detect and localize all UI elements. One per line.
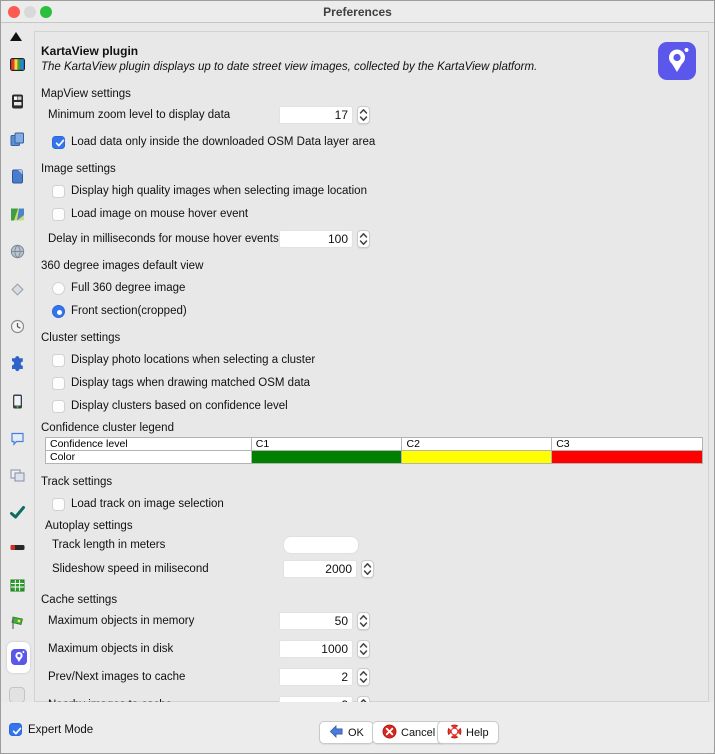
window-title: Preferences: [323, 5, 392, 19]
partial-hidden-icon[interactable]: [9, 687, 25, 703]
map-markers-icon[interactable]: [9, 614, 26, 631]
cancel-icon: [382, 724, 397, 742]
footer-bar: [1, 702, 714, 753]
load-track-row: [52, 497, 708, 511]
page-title: KartaView plugin: [41, 44, 139, 58]
expert-mode-checkbox[interactable]: [9, 723, 22, 736]
hover-delay-stepper[interactable]: [357, 230, 370, 248]
front-section-row: [52, 304, 708, 318]
mouse-hover-row: [52, 207, 708, 221]
expert-mode-label: Expert Mode: [28, 723, 94, 736]
image-settings-heading: Image settings: [41, 163, 116, 175]
high-quality-row: [52, 184, 708, 198]
min-zoom-row: [48, 106, 708, 126]
hover-delay-input[interactable]: [279, 230, 353, 248]
title-bar: [1, 1, 714, 23]
disk-label: Maximum objects in disk: [48, 643, 174, 655]
preferences-tab-sidebar: [1, 23, 34, 702]
osm-data-icon[interactable]: [9, 168, 26, 185]
disk-input[interactable]: [279, 640, 353, 658]
cluster-settings-heading: Cluster settings: [41, 332, 121, 344]
load-inside-label: Load data only inside the downloaded OSM Data layer area: [71, 136, 376, 148]
full-360-label: Full 360 degree image: [71, 282, 186, 294]
toolbar-settings-icon[interactable]: [9, 93, 26, 110]
legend-header-row: [46, 438, 703, 451]
cache-settings-heading: Cache settings: [41, 594, 118, 606]
mapview-settings-heading: MapView settings: [41, 88, 131, 100]
prevnext-input[interactable]: [279, 668, 353, 686]
help-button[interactable]: [437, 721, 499, 744]
photo-locations-checkbox[interactable]: [52, 354, 65, 367]
messages-icon[interactable]: [9, 430, 26, 447]
slideshow-speed-stepper[interactable]: [361, 560, 374, 578]
shortcuts-icon[interactable]: [9, 539, 26, 556]
slideshow-speed-input[interactable]: [283, 560, 357, 578]
display-settings-icon[interactable]: [9, 56, 26, 73]
legend-color-label: Color: [46, 451, 252, 464]
load-inside-checkbox[interactable]: [52, 136, 65, 149]
ok-icon: [329, 724, 344, 742]
mouse-hover-checkbox[interactable]: [52, 208, 65, 221]
plugins-icon[interactable]: [9, 355, 26, 372]
expert-mode-row: [9, 723, 93, 736]
display-tags-checkbox[interactable]: [52, 377, 65, 390]
full-360-row: [52, 281, 708, 295]
slideshow-speed-label: Slideshow speed in milisecond: [52, 563, 209, 575]
prevnext-stepper[interactable]: [357, 668, 370, 686]
min-zoom-stepper[interactable]: [357, 106, 370, 124]
front-section-label: Front section(cropped): [71, 305, 187, 317]
settings-pane: [34, 31, 709, 702]
validator-icon[interactable]: [9, 504, 26, 521]
window-layout-icon[interactable]: [9, 467, 26, 484]
legend-color-row: [46, 451, 703, 464]
autoplay-settings-heading: Autoplay settings: [45, 520, 133, 532]
help-icon: [447, 724, 462, 742]
legend-header-confidence: Confidence level: [46, 438, 252, 451]
legend-c3-swatch: [552, 451, 703, 464]
hover-delay-label: Delay in milliseconds for mouse hover events: [48, 233, 279, 245]
remote-control-icon[interactable]: [9, 318, 26, 335]
slideshow-speed-row: [52, 560, 708, 580]
cancel-button[interactable]: [372, 721, 445, 744]
hover-delay-row: [48, 230, 708, 250]
confidence-clusters-row: [52, 399, 708, 413]
track-length-label: Track length in meters: [52, 539, 166, 551]
memory-row: [48, 612, 708, 636]
view-360-heading: 360 degree images default view: [41, 260, 204, 272]
disk-stepper[interactable]: [357, 640, 370, 658]
kartaview-logo-icon: [658, 42, 696, 80]
legend-header-c3: C3: [552, 438, 703, 451]
cancel-button-label: Cancel: [401, 726, 436, 739]
ok-button[interactable]: [319, 721, 374, 744]
imagery-settings-icon[interactable]: [9, 393, 26, 410]
confidence-clusters-checkbox[interactable]: [52, 400, 65, 413]
min-zoom-label: Minimum zoom level to display data: [48, 109, 231, 121]
memory-label: Maximum objects in memory: [48, 615, 195, 627]
legend-heading: Confidence cluster legend: [41, 422, 174, 434]
disk-row: [48, 640, 708, 664]
load-inside-row: [52, 135, 708, 149]
legend-c1-swatch: [251, 451, 402, 464]
confidence-clusters-label: Display clusters based on confidence level: [71, 400, 288, 412]
scroll-up-icon[interactable]: [10, 32, 22, 41]
display-tags-label: Display tags when drawing matched OSM data: [71, 377, 311, 389]
drawing-settings-icon[interactable]: [9, 281, 26, 298]
load-track-checkbox[interactable]: [52, 498, 65, 511]
high-quality-checkbox[interactable]: [52, 185, 65, 198]
data-table-icon[interactable]: [9, 577, 26, 594]
track-length-input[interactable]: [283, 536, 359, 554]
map-projection-icon[interactable]: [9, 131, 26, 148]
legend-c2-swatch: [402, 451, 552, 464]
photo-locations-label: Display photo locations when selecting a cluster: [71, 354, 316, 366]
track-length-row: [52, 536, 708, 556]
ok-button-label: OK: [348, 726, 364, 739]
legend-header-c2: C2: [402, 438, 552, 451]
photo-locations-row: [52, 353, 708, 367]
full-360-radio[interactable]: [52, 282, 65, 295]
sidebar-item-kartaview-selected[interactable]: [7, 642, 30, 673]
kartaview-plugin-icon: [11, 649, 27, 665]
load-track-label: Load track on image selection: [71, 498, 224, 510]
connection-settings-icon[interactable]: [9, 243, 26, 260]
high-quality-label: Display high quality images when selecting image location: [71, 185, 367, 197]
help-button-label: Help: [466, 726, 489, 739]
confidence-legend-table: [45, 437, 703, 464]
legend-header-c1: C1: [251, 438, 402, 451]
display-tags-row: [52, 376, 708, 390]
front-section-radio[interactable]: [52, 305, 65, 318]
mouse-hover-label: Load image on mouse hover event: [71, 208, 249, 220]
track-settings-heading: Track settings: [41, 476, 113, 488]
min-zoom-input[interactable]: [279, 106, 353, 124]
memory-stepper[interactable]: [357, 612, 370, 630]
memory-input[interactable]: [279, 612, 353, 630]
page-description: The KartaView plugin displays up to date street view images, collected by the KartaView platform.: [41, 61, 538, 73]
prevnext-row: [48, 668, 708, 692]
prevnext-label: Prev/Next images to cache: [48, 671, 186, 683]
map-paint-styles-icon[interactable]: [9, 206, 26, 223]
